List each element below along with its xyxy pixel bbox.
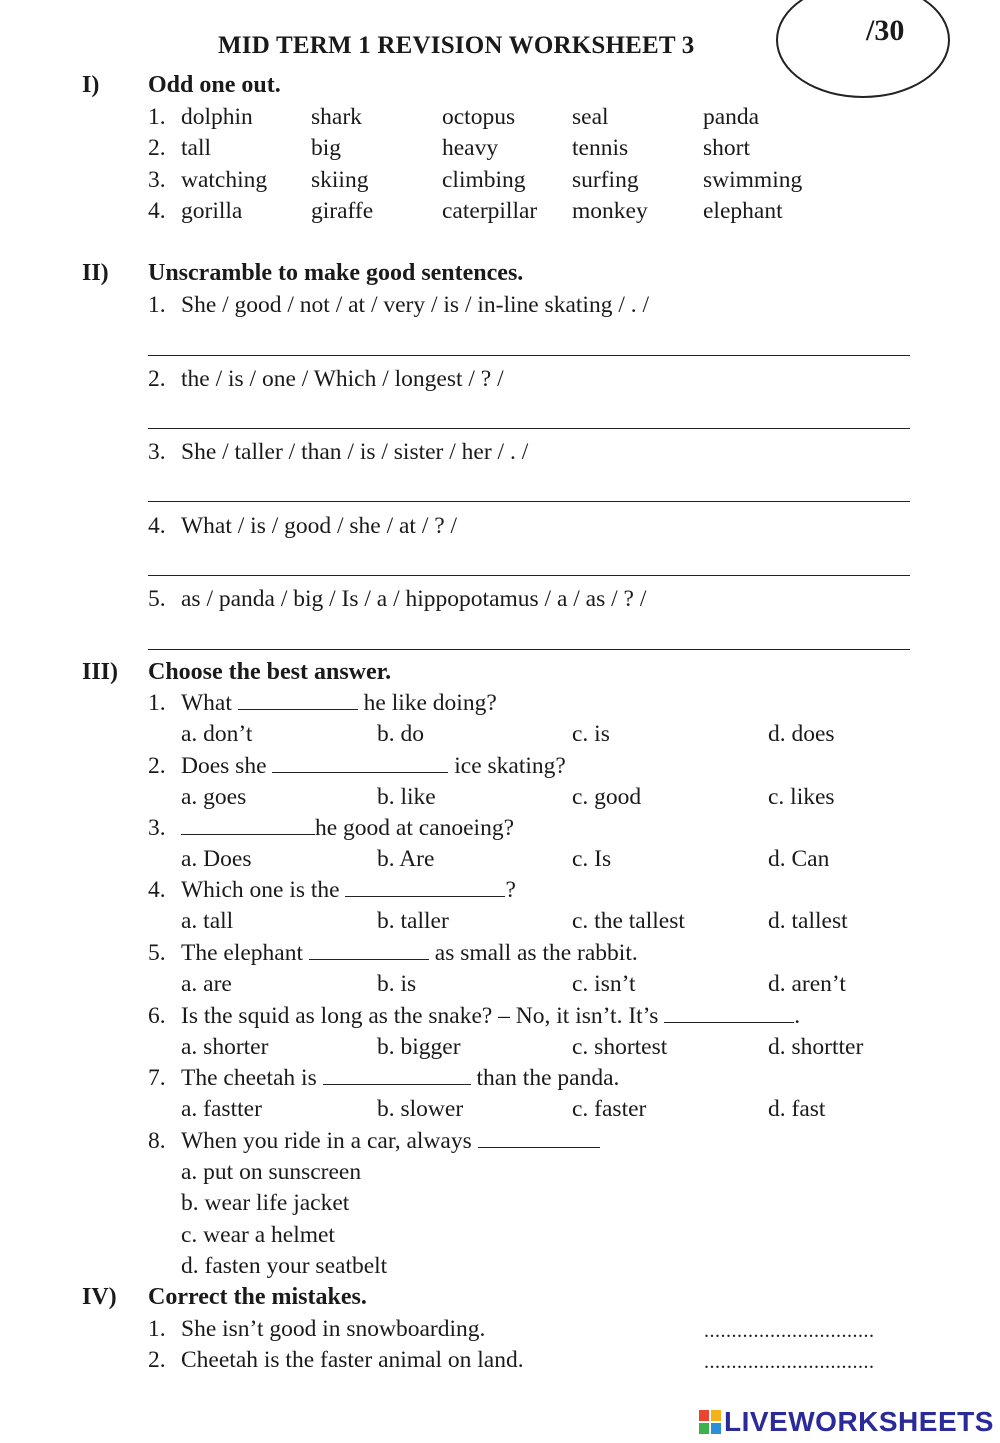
- answer-blank[interactable]: [478, 1129, 600, 1148]
- row-number: 3.: [148, 167, 166, 193]
- word-option[interactable]: elephant: [703, 198, 783, 224]
- section-3-heading: Choose the best answer.: [148, 659, 392, 685]
- mistake-sentence: Cheetah is the faster animal on land.: [181, 1347, 524, 1373]
- option-a[interactable]: a. don’t: [181, 721, 253, 747]
- answer-blank[interactable]: [345, 878, 505, 897]
- row-number: 1.: [148, 104, 166, 130]
- question-text: The elephant as small as the rabbit.: [181, 940, 638, 966]
- answer-blank[interactable]: [181, 816, 315, 835]
- word-option[interactable]: heavy: [442, 135, 499, 161]
- answer-blank[interactable]: [664, 1004, 794, 1023]
- word-option[interactable]: climbing: [442, 167, 526, 193]
- word-option[interactable]: short: [703, 135, 750, 161]
- option-b[interactable]: b. taller: [377, 908, 449, 934]
- scrambled-sentence: the / is / one / Which / longest / ? /: [181, 366, 504, 392]
- scrambled-sentence: What / is / good / she / at / ? /: [181, 513, 458, 539]
- scrambled-sentence: She / good / not / at / very / is / in-line skating / . /: [181, 292, 650, 318]
- answer-line[interactable]: [148, 355, 910, 356]
- option-a[interactable]: a. fastter: [181, 1096, 262, 1122]
- score-circle: [776, 0, 950, 98]
- option-c[interactable]: c. good: [572, 784, 642, 810]
- section-1-heading: Odd one out.: [148, 72, 281, 98]
- word-option[interactable]: tennis: [572, 135, 629, 161]
- word-option[interactable]: tall: [181, 135, 212, 161]
- option-a[interactable]: a. shorter: [181, 1034, 269, 1060]
- section-3-numeral: III): [82, 659, 119, 685]
- answer-line[interactable]: [148, 575, 910, 576]
- question-text: Which one is the ?: [181, 877, 516, 903]
- answer-line[interactable]: [148, 428, 910, 429]
- question-text: Is the squid as long as the snake? – No, it isn’t. It’s .: [181, 1003, 801, 1029]
- option-b[interactable]: b. do: [377, 721, 424, 747]
- option-a[interactable]: a. tall: [181, 908, 234, 934]
- word-option[interactable]: giraffe: [311, 198, 374, 224]
- option-c[interactable]: c. wear a helmet: [181, 1222, 335, 1248]
- word-option[interactable]: octopus: [442, 104, 516, 130]
- question-text: The cheetah is than the panda.: [181, 1065, 620, 1091]
- section-4-numeral: IV): [82, 1284, 117, 1310]
- item-number: 1.: [148, 292, 166, 318]
- question-number: 3.: [148, 815, 166, 841]
- word-option[interactable]: seal: [572, 104, 609, 130]
- option-c[interactable]: c. shortest: [572, 1034, 668, 1060]
- liveworksheets-logo-icon: [699, 1410, 721, 1434]
- option-d[interactable]: d. fasten your seatbelt: [181, 1253, 388, 1279]
- option-a[interactable]: a. put on sunscreen: [181, 1159, 362, 1185]
- option-a[interactable]: a. Does: [181, 846, 252, 872]
- option-b[interactable]: b. bigger: [377, 1034, 461, 1060]
- word-option[interactable]: surfing: [572, 167, 639, 193]
- option-d[interactable]: d. shortter: [768, 1034, 864, 1060]
- option-d[interactable]: d. tallest: [768, 908, 848, 934]
- answer-line[interactable]: [148, 501, 910, 502]
- question-text: What he like doing?: [181, 690, 497, 716]
- item-number: 2.: [148, 366, 166, 392]
- option-d[interactable]: d. fast: [768, 1096, 826, 1122]
- question-text: he good at canoeing?: [181, 815, 514, 842]
- question-number: 5.: [148, 940, 166, 966]
- answer-blank[interactable]: [323, 1066, 471, 1085]
- option-d[interactable]: d. Can: [768, 846, 830, 872]
- option-a[interactable]: a. goes: [181, 784, 247, 810]
- answer-blank[interactable]: [309, 941, 429, 960]
- answer-blank[interactable]: [272, 754, 448, 773]
- row-number: 4.: [148, 198, 166, 224]
- word-option[interactable]: dolphin: [181, 104, 253, 130]
- item-number: 1.: [148, 1316, 166, 1342]
- question-number: 2.: [148, 753, 166, 779]
- word-option[interactable]: caterpillar: [442, 198, 538, 224]
- word-option[interactable]: gorilla: [181, 198, 243, 224]
- question-text: Does she ice skating?: [181, 753, 566, 779]
- item-number: 4.: [148, 513, 166, 539]
- option-c[interactable]: c. is: [572, 721, 610, 747]
- option-d[interactable]: d. aren’t: [768, 971, 846, 997]
- option-d[interactable]: d. does: [768, 721, 835, 747]
- option-d[interactable]: c. likes: [768, 784, 835, 810]
- word-option[interactable]: swimming: [703, 167, 803, 193]
- option-c[interactable]: c. the tallest: [572, 908, 685, 934]
- question-number: 4.: [148, 877, 166, 903]
- section-4-heading: Correct the mistakes.: [148, 1284, 367, 1310]
- word-option[interactable]: monkey: [572, 198, 648, 224]
- option-c[interactable]: c. Is: [572, 846, 612, 872]
- worksheet-title: MID TERM 1 REVISION WORKSHEET 3: [218, 32, 695, 59]
- section-2-numeral: II): [82, 260, 109, 286]
- question-text: When you ride in a car, always: [181, 1128, 600, 1155]
- liveworksheets-brand[interactable]: LIVEWORKSHEETS: [724, 1406, 994, 1437]
- scrambled-sentence: as / panda / big / Is / a / hippopotamus / a / as / ? /: [181, 586, 647, 612]
- answer-blank[interactable]: [238, 691, 358, 710]
- option-b[interactable]: b. wear life jacket: [181, 1190, 350, 1216]
- correction-blank[interactable]: ...............................: [704, 1320, 875, 1342]
- word-option[interactable]: skiing: [311, 167, 369, 193]
- question-number: 7.: [148, 1065, 166, 1091]
- option-b[interactable]: b. is: [377, 971, 417, 997]
- correction-blank[interactable]: ...............................: [704, 1351, 875, 1373]
- option-c[interactable]: c. isn’t: [572, 971, 636, 997]
- score-total: /30: [866, 14, 905, 47]
- word-option[interactable]: big: [311, 135, 342, 161]
- option-b[interactable]: b. like: [377, 784, 436, 810]
- option-b[interactable]: b. Are: [377, 846, 435, 872]
- question-number: 1.: [148, 690, 166, 716]
- row-number: 2.: [148, 135, 166, 161]
- question-number: 6.: [148, 1003, 166, 1029]
- mistake-sentence: She isn’t good in snowboarding.: [181, 1316, 486, 1342]
- answer-line[interactable]: [148, 649, 910, 650]
- word-option[interactable]: shark: [311, 104, 362, 130]
- scrambled-sentence: She / taller / than / is / sister / her / . /: [181, 439, 529, 465]
- option-b[interactable]: b. slower: [377, 1096, 464, 1122]
- item-number: 2.: [148, 1347, 166, 1373]
- word-option[interactable]: panda: [703, 104, 760, 130]
- word-option[interactable]: watching: [181, 167, 268, 193]
- question-number: 8.: [148, 1128, 166, 1154]
- option-c[interactable]: c. faster: [572, 1096, 647, 1122]
- item-number: 5.: [148, 586, 166, 612]
- option-a[interactable]: a. are: [181, 971, 232, 997]
- section-1-numeral: I): [82, 72, 100, 98]
- item-number: 3.: [148, 439, 166, 465]
- section-2-heading: Unscramble to make good sentences.: [148, 260, 524, 286]
